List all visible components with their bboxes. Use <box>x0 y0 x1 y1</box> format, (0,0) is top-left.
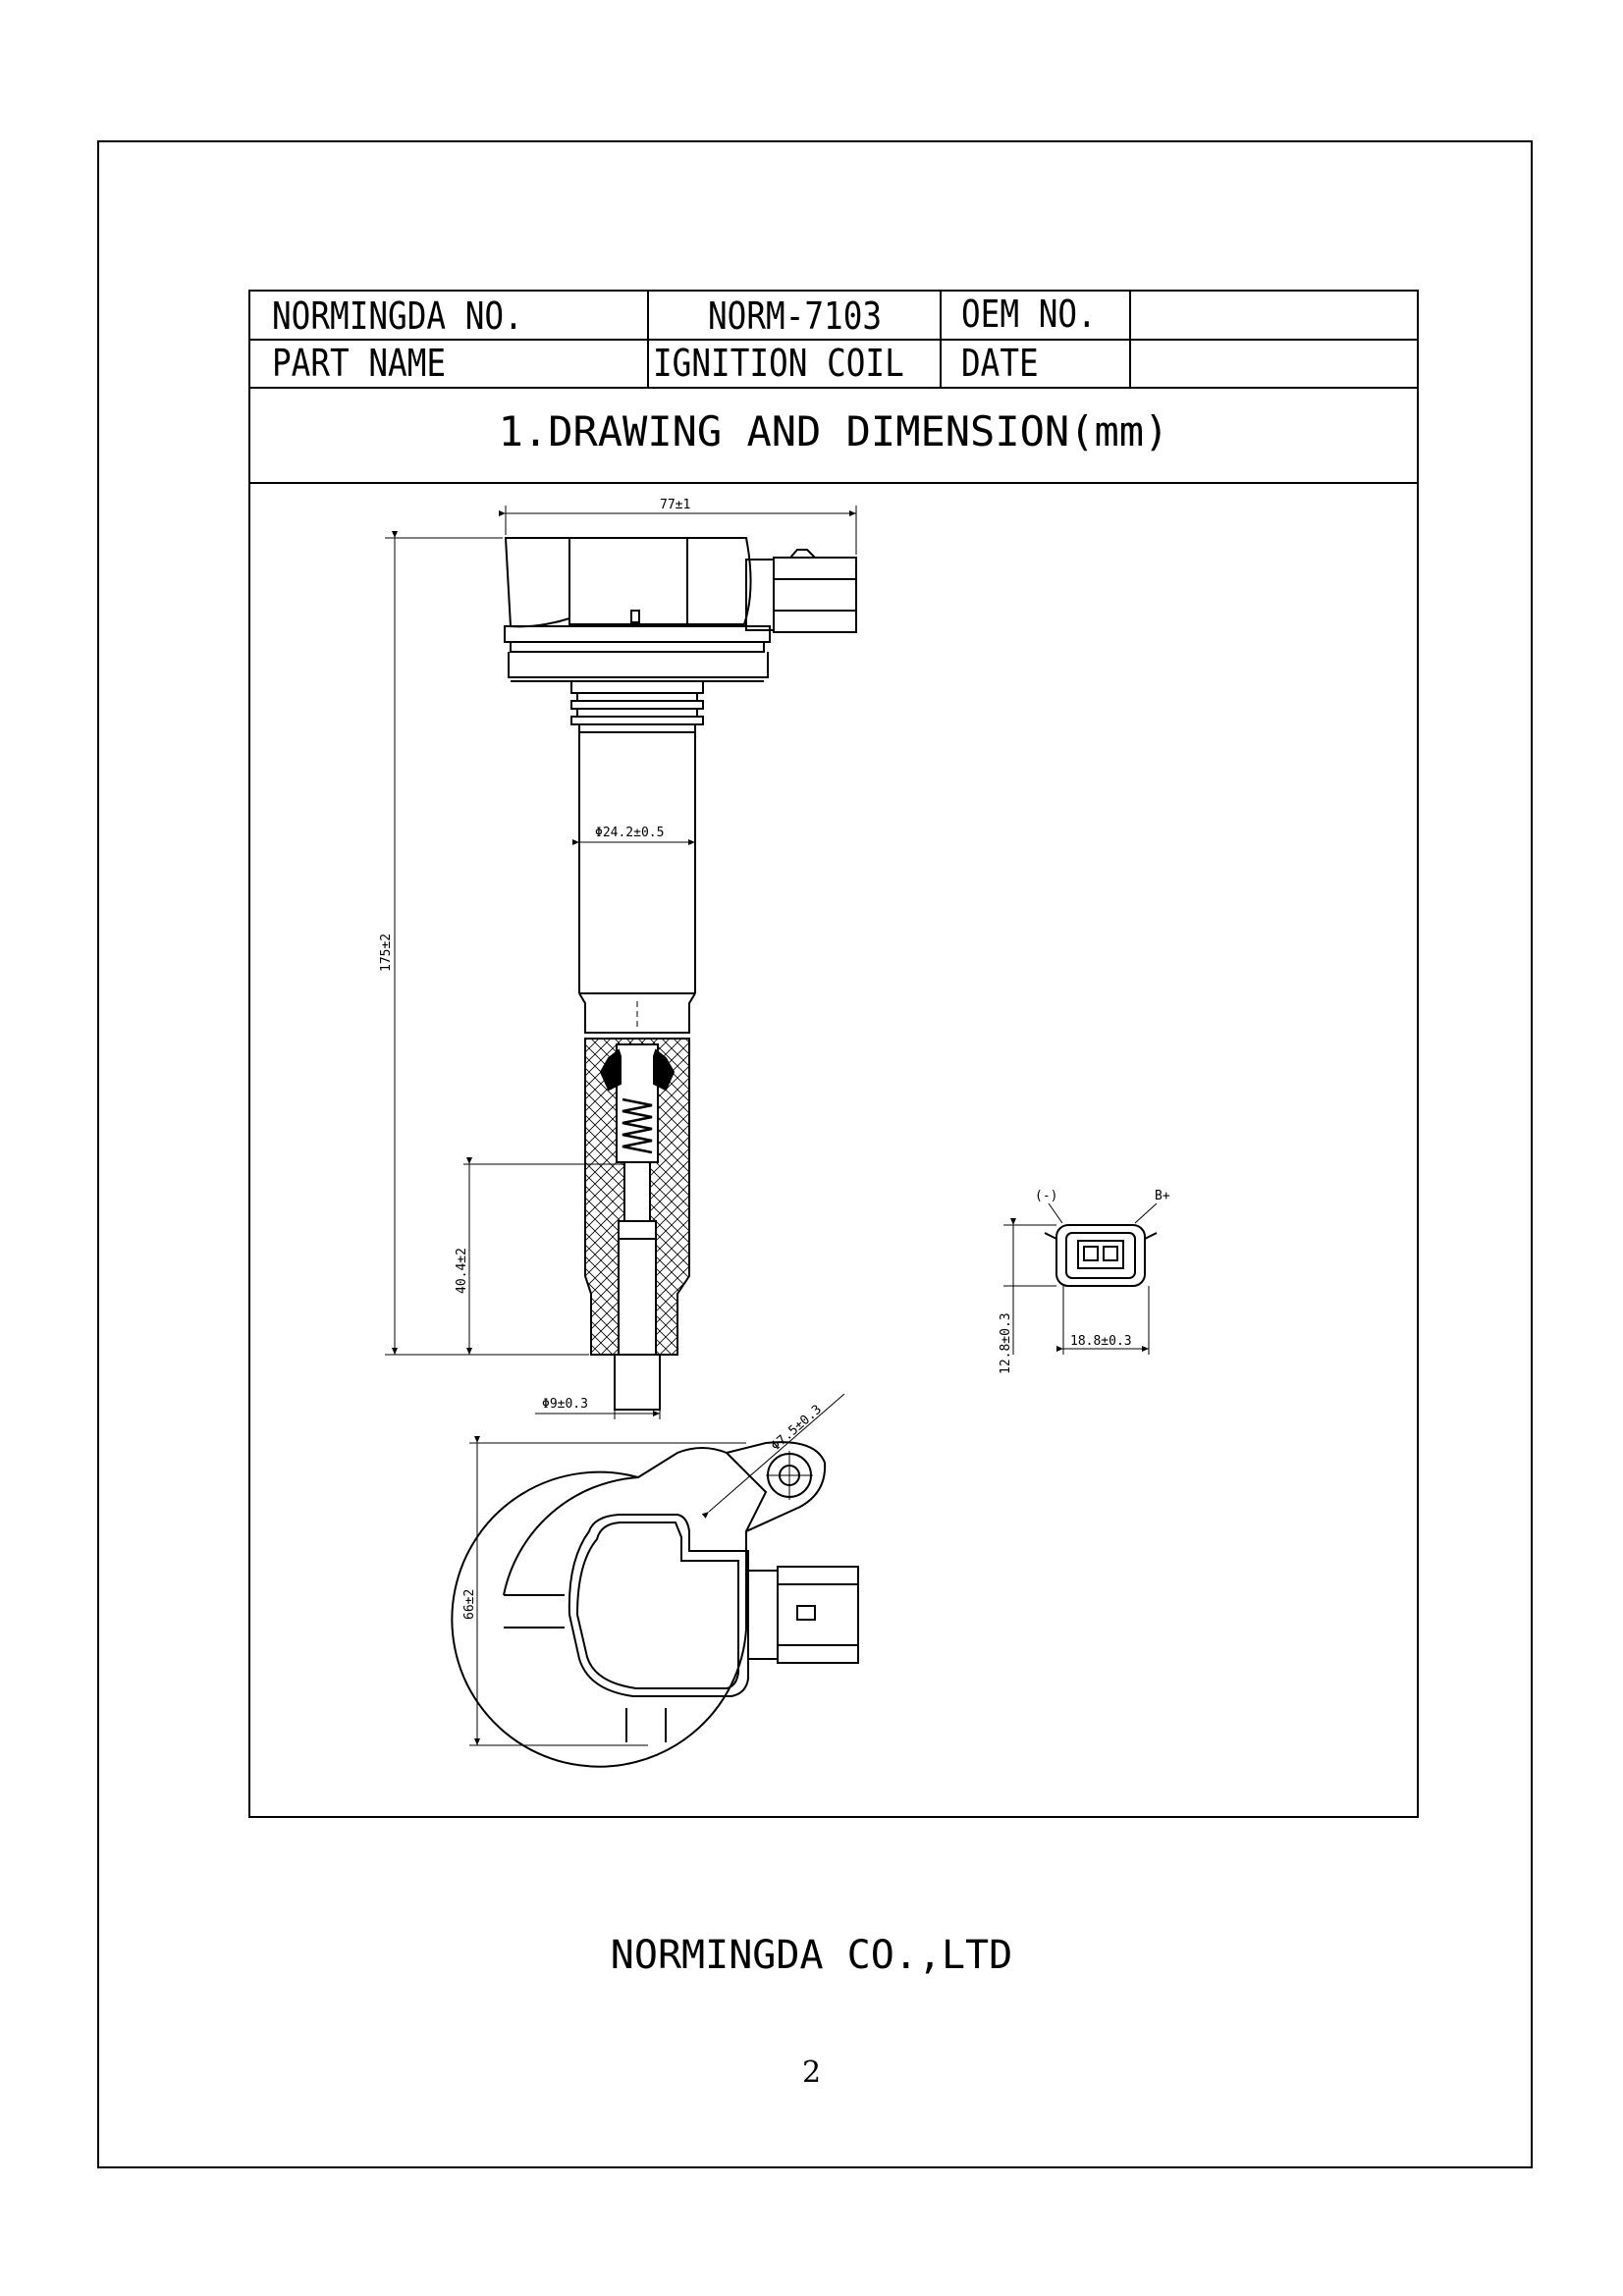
dim-overall-height: 175±2 <box>379 933 394 972</box>
part-name-label: PART NAME <box>272 342 447 385</box>
coil-bottom-view <box>452 1442 858 1766</box>
section-title: 1.DRAWING AND DIMENSION(mm) <box>498 407 1169 455</box>
company-name: NORMINGDA CO.,LTD <box>610 1933 1013 1978</box>
oem-no-label: OEM NO. <box>961 293 1097 336</box>
connector-pin-negative: (-) <box>1035 1189 1058 1203</box>
connector-end-view <box>1045 1203 1157 1286</box>
dim-bolt-hole-diameter: Φ7.5±0.3 <box>768 1402 825 1455</box>
part-name-value: IGNITION COIL <box>653 342 904 385</box>
connector-pin-positive: B+ <box>1155 1189 1170 1203</box>
page-number: 2 <box>801 2056 822 2090</box>
normingda-no-label: NORMINGDA NO. <box>272 294 523 338</box>
coil-head-side-view <box>505 538 856 681</box>
dim-base-height: 66±2 <box>462 1588 477 1620</box>
dim-connector-width: 18.8±0.3 <box>1070 1334 1132 1349</box>
dim-overall-width: 77±1 <box>660 498 691 512</box>
coil-neck <box>571 681 703 732</box>
date-label: DATE <box>961 342 1039 385</box>
normingda-no-value: NORM-7103 <box>708 294 883 338</box>
coil-tube <box>579 732 695 1033</box>
dim-boot-diameter: Φ24.2±0.5 <box>595 826 665 840</box>
dim-connector-height: 12.8±0.3 <box>999 1312 1013 1374</box>
dim-tip-diameter: Φ9±0.3 <box>542 1397 588 1412</box>
spark-plug-boot-section <box>585 1039 689 1410</box>
dim-lower-length: 40.4±2 <box>455 1248 469 1294</box>
